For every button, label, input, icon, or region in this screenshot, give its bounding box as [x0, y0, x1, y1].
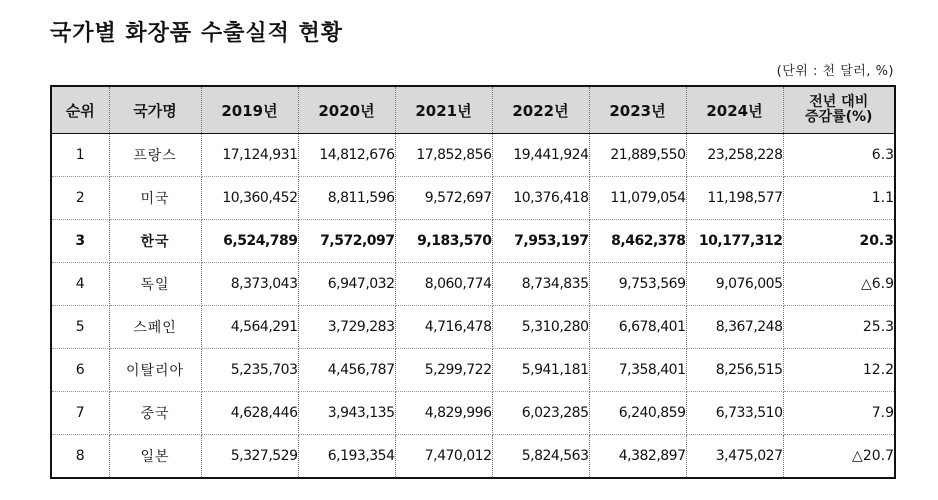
page-title: 국가별 화장품 수출실적 현황: [50, 21, 344, 46]
cell-change: 12.2: [783, 349, 895, 392]
cell-2021: 7,470,012: [395, 435, 492, 479]
table-row: [51, 263, 895, 306]
cell-2019: 8,373,043: [201, 263, 298, 306]
table-row: [51, 220, 895, 263]
cell-rank: 3: [51, 220, 109, 263]
cell-2021: 9,572,697: [395, 177, 492, 220]
cell-rank: 6: [51, 349, 109, 392]
col-header-rank: 순위: [51, 86, 109, 134]
cell-2019: 17,124,931: [201, 134, 298, 177]
cell-country: 미국: [109, 177, 201, 220]
cell-2019: 4,628,446: [201, 392, 298, 435]
col-header-2023: 2023년: [589, 86, 686, 134]
cell-rank: 4: [51, 263, 109, 306]
cell-change: 7.9: [783, 392, 895, 435]
col-header-2022: 2022년: [492, 86, 589, 134]
cell-2020: 6,193,354: [298, 435, 395, 479]
table-row: [51, 177, 895, 220]
cell-2019: 5,235,703: [201, 349, 298, 392]
cell-2023: 4,382,897: [589, 435, 686, 479]
unit-note: (단위 : 천 달러, %): [776, 64, 894, 79]
cell-2024: 3,475,027: [686, 435, 783, 479]
table-row: [51, 134, 895, 177]
table-row: [51, 349, 895, 392]
cell-2021: 17,852,856: [395, 134, 492, 177]
cell-2019: 6,524,789: [201, 220, 298, 263]
cell-2020: 6,947,032: [298, 263, 395, 306]
cell-2023: 9,753,569: [589, 263, 686, 306]
cell-change: △20.7: [783, 435, 895, 479]
cell-2020: 3,943,135: [298, 392, 395, 435]
cell-2022: 10,376,418: [492, 177, 589, 220]
cell-2022: 19,441,924: [492, 134, 589, 177]
cell-2024: 6,733,510: [686, 392, 783, 435]
export-table: [50, 85, 896, 479]
cell-2022: 7,953,197: [492, 220, 589, 263]
col-header-country: 국가명: [109, 86, 201, 134]
cell-country: 일본: [109, 435, 201, 479]
cell-2022: 5,824,563: [492, 435, 589, 479]
cell-2019: 10,360,452: [201, 177, 298, 220]
table-row: [51, 306, 895, 349]
cell-change: 1.1: [783, 177, 895, 220]
cell-country: 스페인: [109, 306, 201, 349]
col-header-change: [783, 86, 895, 134]
cell-country: 중국: [109, 392, 201, 435]
cell-2023: 21,889,550: [589, 134, 686, 177]
cell-rank: 1: [51, 134, 109, 177]
cell-country: 독일: [109, 263, 201, 306]
cell-2024: 23,258,228: [686, 134, 783, 177]
col-header-2020: 2020년: [298, 86, 395, 134]
cell-2024: 10,177,312: [686, 220, 783, 263]
col-header-2019: 2019년: [201, 86, 298, 134]
cell-change: 20.3: [783, 220, 895, 263]
header-row: [51, 86, 895, 134]
table-row: [51, 435, 895, 479]
cell-2020: 7,572,097: [298, 220, 395, 263]
cell-country: 이탈리아: [109, 349, 201, 392]
cell-country: 프랑스: [109, 134, 201, 177]
col-header-2024: 2024년: [686, 86, 783, 134]
cell-2023: 7,358,401: [589, 349, 686, 392]
cell-rank: 2: [51, 177, 109, 220]
col-header-2021: 2021년: [395, 86, 492, 134]
table-row: [51, 392, 895, 435]
cell-2022: 5,941,181: [492, 349, 589, 392]
cell-2021: 4,716,478: [395, 306, 492, 349]
cell-change: △6.9: [783, 263, 895, 306]
cell-2023: 6,240,859: [589, 392, 686, 435]
cell-country: 한국: [109, 220, 201, 263]
cell-2024: 8,256,515: [686, 349, 783, 392]
cell-2024: 9,076,005: [686, 263, 783, 306]
cell-2022: 5,310,280: [492, 306, 589, 349]
cell-2022: 6,023,285: [492, 392, 589, 435]
cell-2019: 5,327,529: [201, 435, 298, 479]
cell-change: 6.3: [783, 134, 895, 177]
cell-change: 25.3: [783, 306, 895, 349]
col-header-change-label: 전년 대비 증감률(%): [805, 94, 873, 125]
cell-rank: 7: [51, 392, 109, 435]
cell-2020: 14,812,676: [298, 134, 395, 177]
cell-2019: 4,564,291: [201, 306, 298, 349]
cell-2020: 4,456,787: [298, 349, 395, 392]
cell-2023: 11,079,054: [589, 177, 686, 220]
cell-2021: 4,829,996: [395, 392, 492, 435]
cell-2024: 11,198,577: [686, 177, 783, 220]
cell-2024: 8,367,248: [686, 306, 783, 349]
cell-2023: 6,678,401: [589, 306, 686, 349]
cell-2020: 3,729,283: [298, 306, 395, 349]
cell-2021: 5,299,722: [395, 349, 492, 392]
cell-2023: 8,462,378: [589, 220, 686, 263]
cell-2022: 8,734,835: [492, 263, 589, 306]
cell-2021: 8,060,774: [395, 263, 492, 306]
cell-rank: 8: [51, 435, 109, 479]
cell-2020: 8,811,596: [298, 177, 395, 220]
cell-2021: 9,183,570: [395, 220, 492, 263]
cell-rank: 5: [51, 306, 109, 349]
